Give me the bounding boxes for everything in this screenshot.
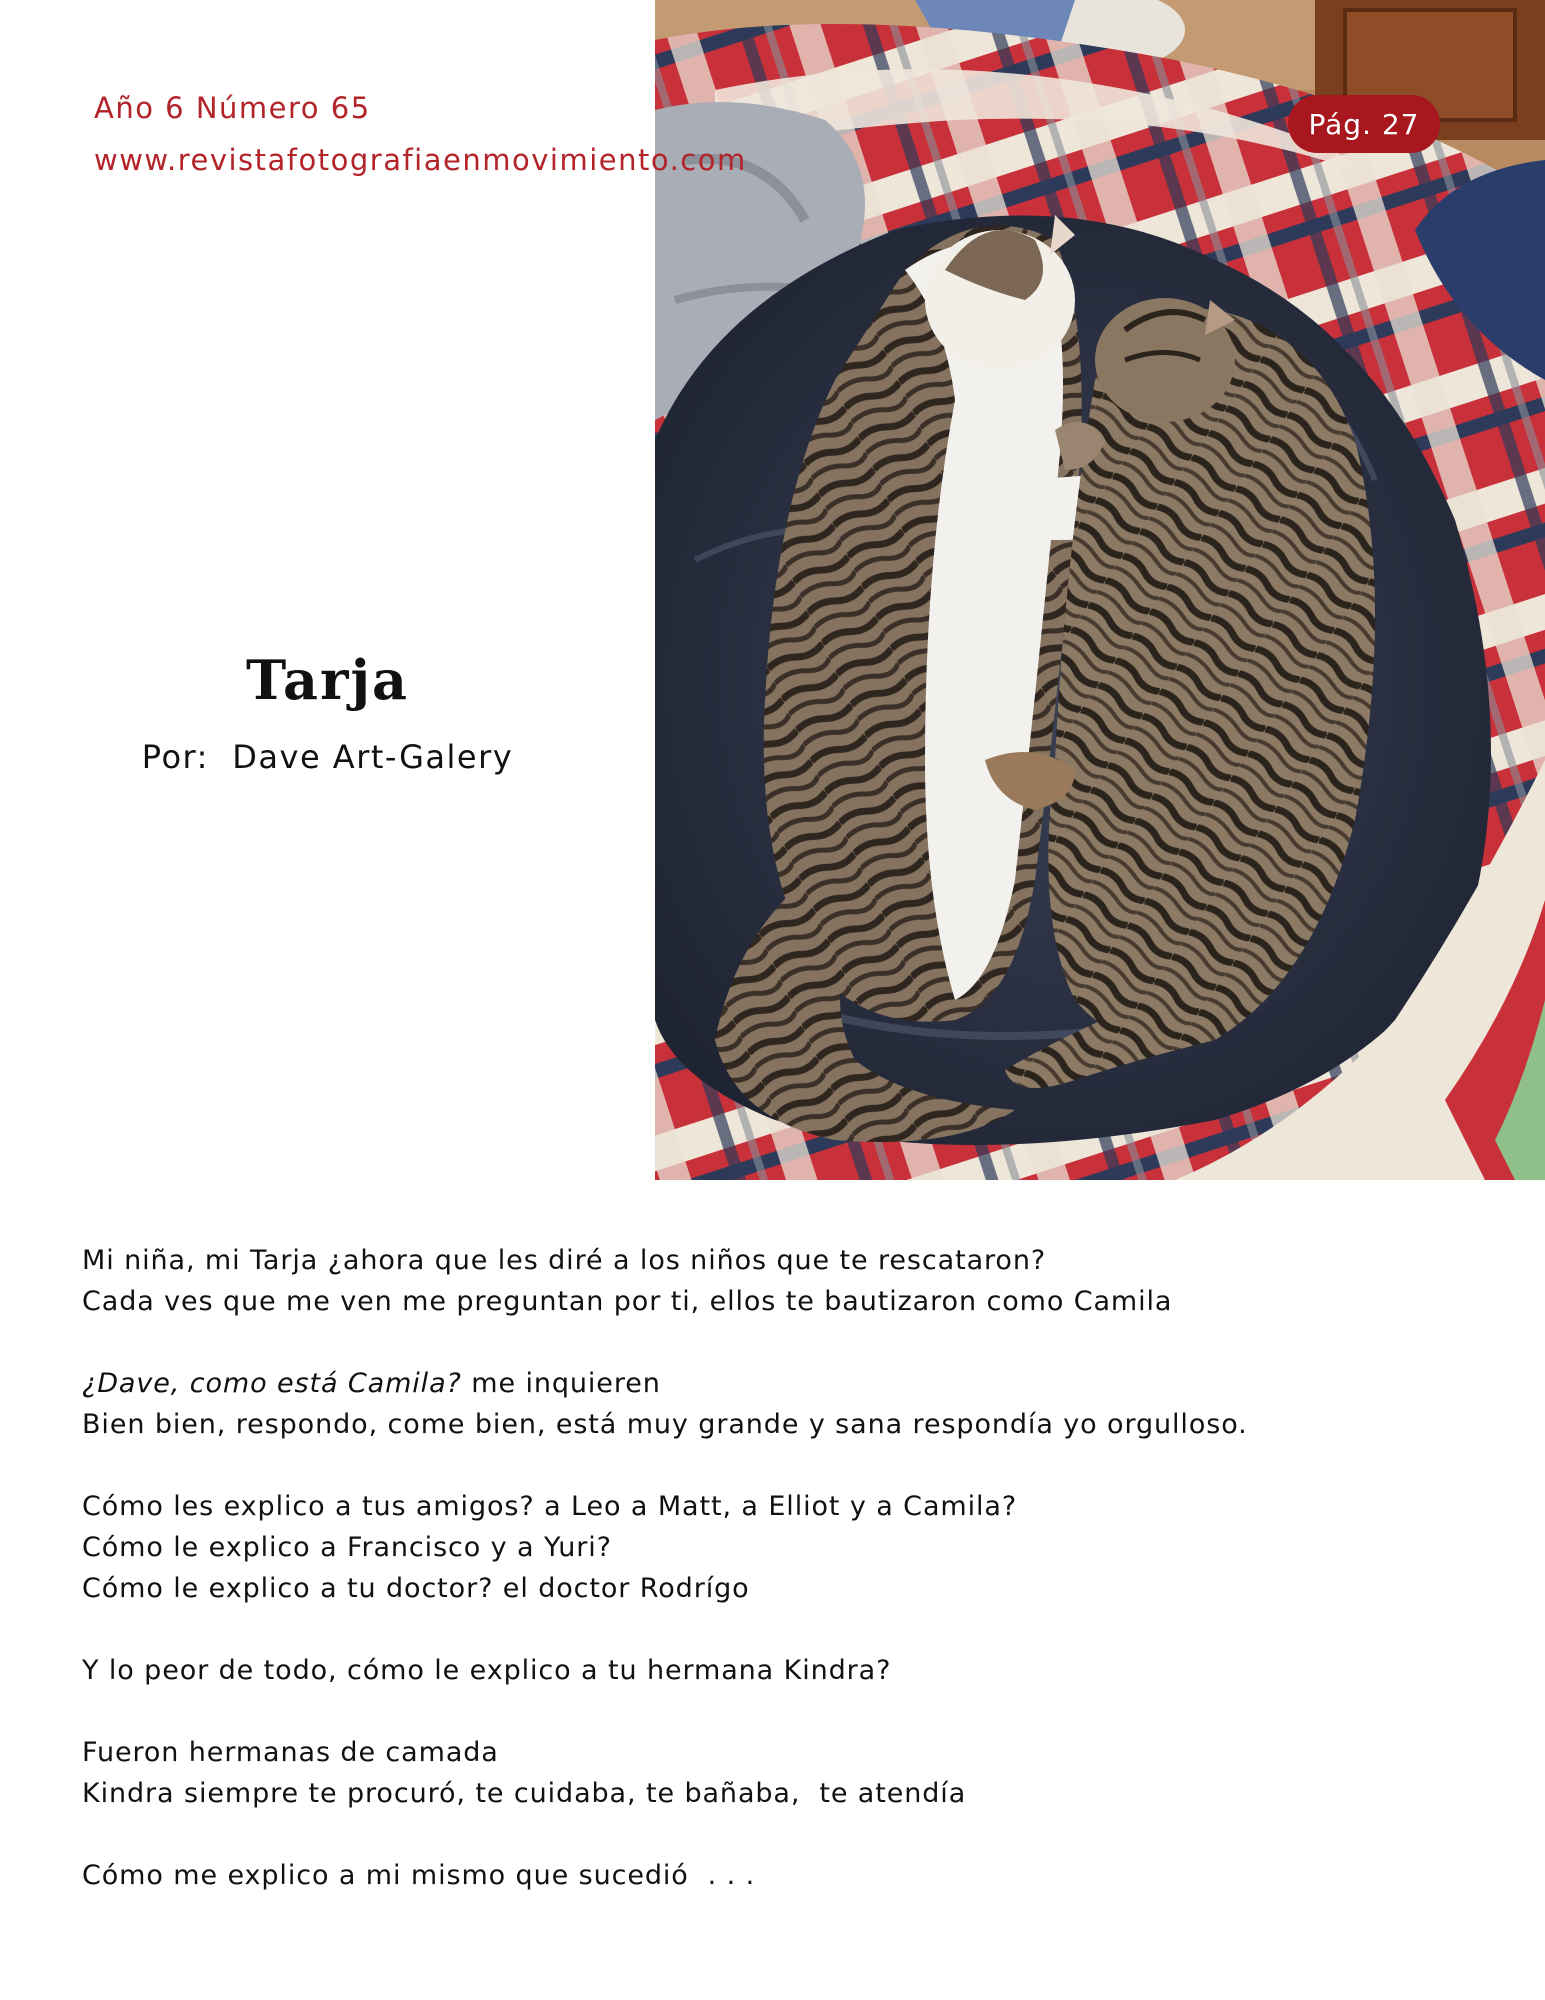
body-line: Kindra siempre te procuró, te cuidaba, te bañaba, te atendía: [82, 1778, 967, 1809]
body-line: Cómo me explico a mi mismo que sucedió . . .: [82, 1860, 756, 1891]
body-line: Cómo le explico a tu doctor? el doctor Rodrígo: [82, 1573, 750, 1604]
article-title: Tarja: [246, 648, 409, 712]
body-line: Cada ves que me ven me preguntan por ti, ellos te bautizaron como Camila: [82, 1286, 1173, 1317]
body-line: Fueron hermanas de camada: [82, 1737, 499, 1768]
magazine-header: [94, 82, 747, 186]
body-line: Cómo les explico a tus amigos? a Leo a Matt, a Elliot y a Camila?: [82, 1491, 1018, 1522]
article-heading: [0, 640, 655, 776]
body-line: Mi niña, mi Tarja ¿ahora que les diré a los niños que te rescataron?: [82, 1245, 1047, 1276]
quoted-question: ¿Dave, como está Camila?: [82, 1368, 462, 1399]
body-line: Bien bien, respondo, come bien, está muy grande y sana respondía yo orgulloso.: [82, 1409, 1248, 1440]
body-line-rest: me inquieren: [461, 1368, 661, 1399]
body-line: Y lo peor de todo, cómo le explico a tu hermana Kindra?: [82, 1655, 892, 1686]
article-body: [82, 1240, 1502, 1896]
page-number-badge: Pág. 27: [1288, 95, 1440, 153]
body-line: Cómo le explico a Francisco y a Yuri?: [82, 1532, 612, 1563]
website-link[interactable]: www.revistafotografiaenmovimiento.com: [94, 143, 747, 177]
body-line: [82, 1363, 1502, 1404]
issue-label: Año 6 Número 65: [94, 91, 371, 125]
article-byline: Por: Dave Art-Galery: [141, 738, 514, 776]
cats-photo: [655, 0, 1545, 1180]
